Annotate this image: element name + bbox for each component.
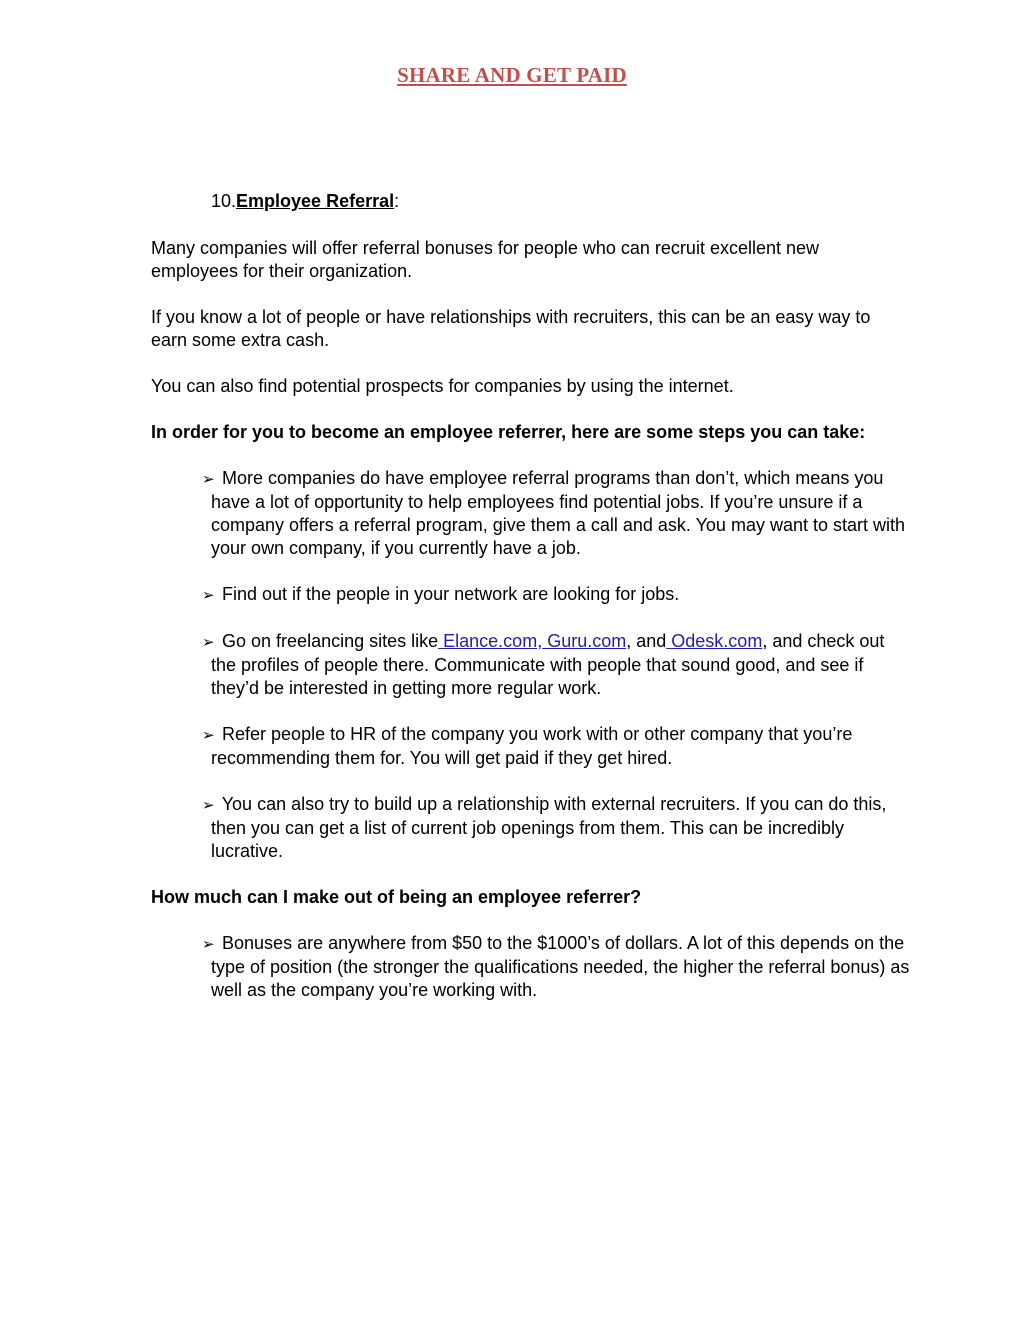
odesk-link[interactable]: Odesk.com [666,631,763,651]
document-body [151,190,911,1025]
list-item-text-after: , and check out the profiles of people there. Communicate with people that sound good, and see if they’d be interested in getting more regular work. [211,631,885,698]
section-heading [211,190,911,213]
link-and-separator: , and [626,631,667,651]
section-colon: : [394,191,400,211]
earnings-heading: How much can I make out of being an employee referrer? [151,887,642,907]
steps-list [151,467,911,863]
section-name: Employee Referral [236,191,395,211]
relationships-paragraph: If you know a lot of people or have relationships with recruiters, this can be an easy way to earn some extra cash. [151,307,871,350]
arrow-bullet-icon: ➢ [202,587,215,604]
list-item [151,630,911,700]
list-item-text: Bonuses are anywhere from $50 to the $1000’s of dollars. A lot of this depends on the type of position (the stronger the qualifications needed, the higher the referral bonus) as well as the company you’re working with. [211,933,910,1000]
guru-link[interactable]: Guru.com [542,631,627,651]
section-number: 10. [211,191,237,211]
elance-link[interactable]: Elance.com [438,631,538,651]
arrow-bullet-icon: ➢ [202,634,215,651]
intro-paragraph: Many companies will offer referral bonuses for people who can recruit excellent new employees for their organization. [151,238,820,281]
list-item [151,723,911,770]
arrow-bullet-icon: ➢ [202,727,215,744]
list-item-text: More companies do have employee referral programs than don’t, which means you have a lot of opportunity to help employees find potential jobs. If you’re unsure if a company offers a referral program, give them a call and ask. You may want to start with your own company, if you currently have a job. [211,468,906,558]
list-item [151,932,911,1002]
arrow-bullet-icon: ➢ [202,797,215,814]
list-item [151,467,911,560]
list-item-text: Refer people to HR of the company you work with or other company that you’re recommending them for. You will get paid if they get hired. [211,724,853,768]
link-separator[interactable]: , [537,631,543,651]
list-item [151,793,911,863]
arrow-bullet-icon: ➢ [202,936,215,953]
internet-paragraph: You can also find potential prospects for companies by using the internet. [151,376,734,396]
steps-heading: In order for you to become an employee referrer, here are some steps you can take: [151,422,866,442]
arrow-bullet-icon: ➢ [202,471,215,488]
page-title: SHARE AND GET PAID [397,63,627,87]
list-item [151,583,911,607]
earnings-list [151,932,911,1002]
list-item-text: Find out if the people in your network are looking for jobs. [222,584,680,604]
list-item-text: You can also try to build up a relationship with external recruiters. If you can do this, then you can get a list of current job openings from them. This can be incredibly lucrative. [211,794,887,861]
list-item-text-before: Go on freelancing sites like [222,631,439,651]
